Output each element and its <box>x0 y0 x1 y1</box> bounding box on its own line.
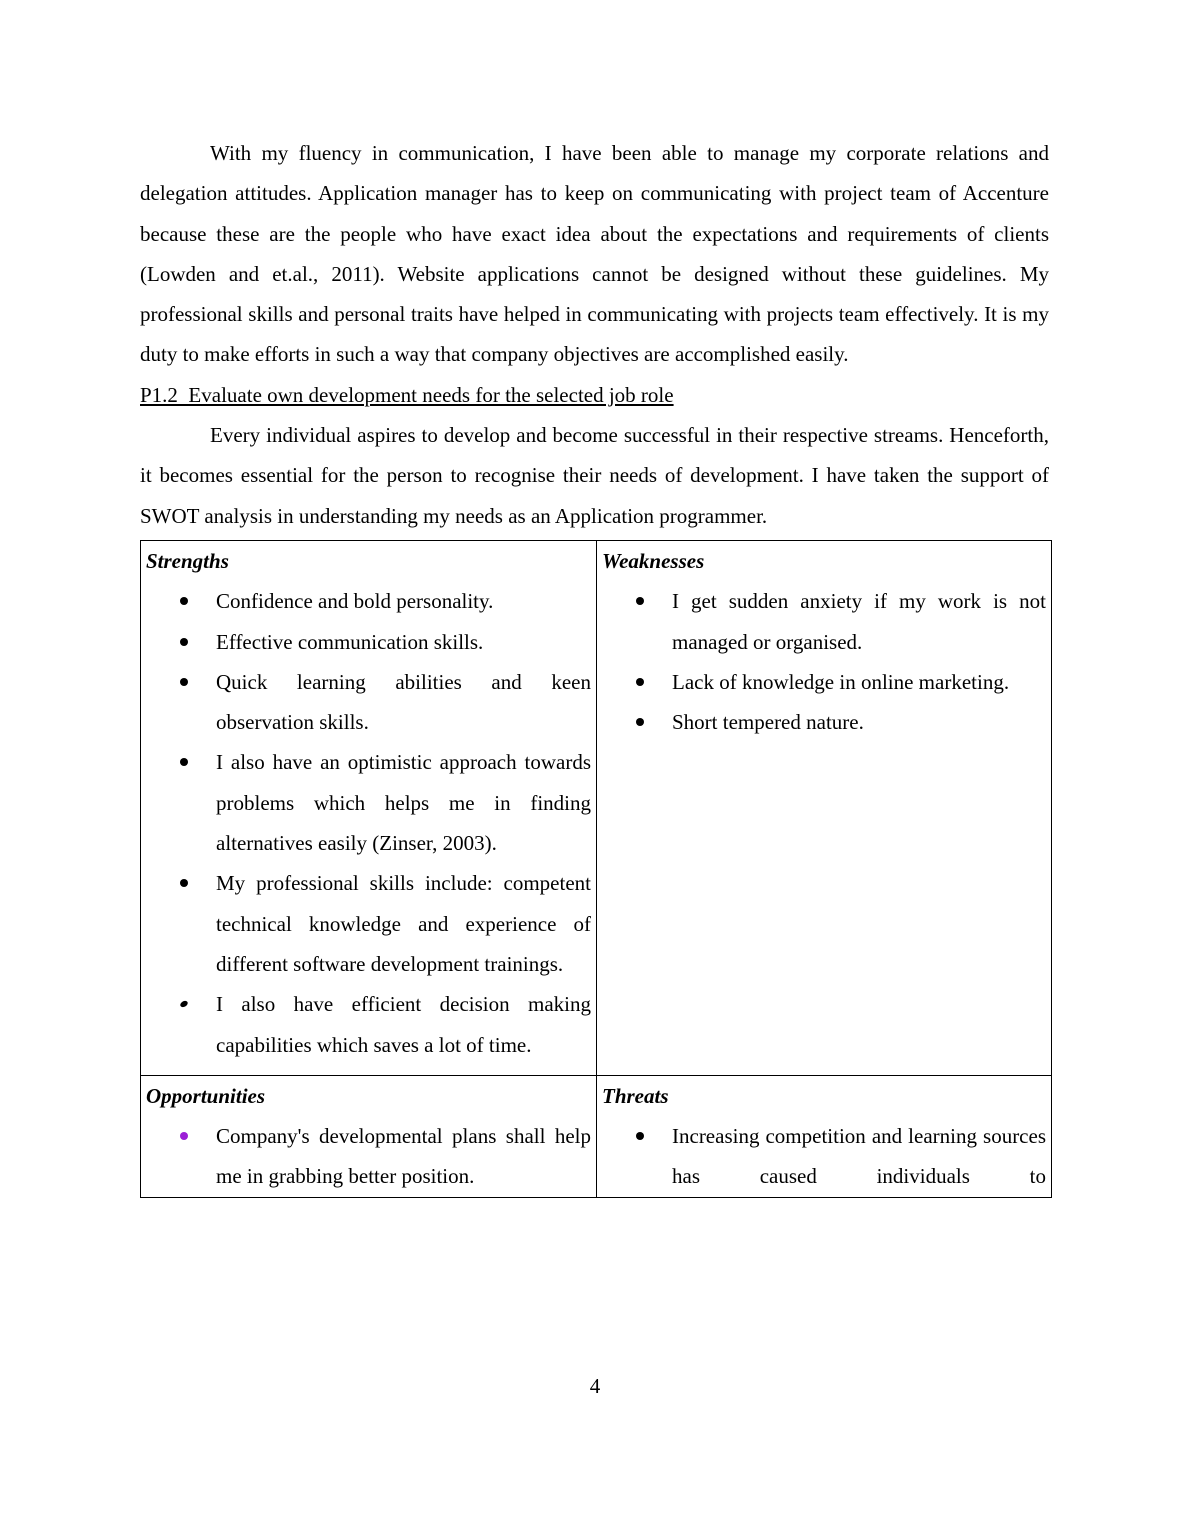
strengths-title: Strengths <box>146 548 229 573</box>
bullet-icon <box>636 1132 644 1140</box>
threats-list <box>602 1116 1046 1197</box>
list-item: Lack of knowledge in online marketing. <box>672 662 1046 702</box>
section-heading[interactable]: P1.2 Evaluate own development needs for the selected job role <box>140 382 674 407</box>
document-page <box>140 133 1049 1198</box>
threats-title: Threats <box>602 1083 669 1108</box>
bullet-icon <box>180 758 188 766</box>
bullet-icon <box>180 1132 188 1140</box>
weaknesses-list <box>602 581 1046 742</box>
bullet-icon <box>179 1000 189 1009</box>
strengths-list <box>146 581 591 1065</box>
list-item: Confidence and bold personality. <box>216 581 591 621</box>
bullet-icon <box>636 678 644 686</box>
swot-bottom-row <box>141 1075 1052 1197</box>
list-item: Increasing competition and learning sources has caused individuals to <box>672 1116 1046 1197</box>
opportunities-cell <box>141 1075 597 1197</box>
bullet-icon <box>180 597 188 605</box>
weaknesses-cell <box>597 540 1052 1075</box>
bullet-icon <box>180 678 188 686</box>
bullet-icon <box>180 879 188 887</box>
bullet-icon <box>636 597 644 605</box>
bullet-icon <box>180 638 188 646</box>
swot-intro-paragraph: Every individual aspires to develop and become successful in their respective streams. Henceforth, it becomes essential for the person to recognise their needs of development. I have taken the support of SWOT analysis in understanding my needs as an Application programmer. <box>140 423 1049 528</box>
list-item: My professional skills include: competent technical knowledge and experience of different software development trainings. <box>216 863 591 984</box>
opportunities-list <box>146 1116 591 1197</box>
list-item: I also have an optimistic approach towards problems which helps me in finding alternatives easily (Zinser, 2003). <box>216 742 591 863</box>
list-item: Effective communication skills. <box>216 622 591 662</box>
swot-top-row <box>141 540 1052 1075</box>
list-item: Short tempered nature. <box>672 702 1046 742</box>
list-item: Company's developmental plans shall help me in grabbing better position. <box>216 1116 591 1197</box>
threats-cell <box>597 1075 1052 1197</box>
swot-table <box>140 540 1052 1198</box>
list-item: I also have efficient decision making capabilities which saves a lot of time. <box>216 984 591 1065</box>
weaknesses-title: Weaknesses <box>602 548 705 573</box>
page-number: 4 <box>589 1374 601 1398</box>
list-item: I get sudden anxiety if my work is not managed or organised. <box>672 581 1046 662</box>
list-item: Quick learning abilities and keen observation skills. <box>216 662 591 743</box>
opportunities-title: Opportunities <box>146 1083 266 1108</box>
bullet-icon <box>636 718 644 726</box>
intro-paragraph: With my fluency in communication, I have been able to manage my corporate relations and delegation attitudes. Application manager has to keep on communicating with project team of Accenture because these are the people who have exact idea about the expectations and requirements of clients (Lowden and et.al., 2011). Website applications cannot be designed without these guidelines. My professional skills and personal traits have helped in communicating with projects team effectively. It is my duty to make efforts in such a way that company objectives are accomplished easily. <box>140 141 1049 367</box>
strengths-cell <box>141 540 597 1075</box>
